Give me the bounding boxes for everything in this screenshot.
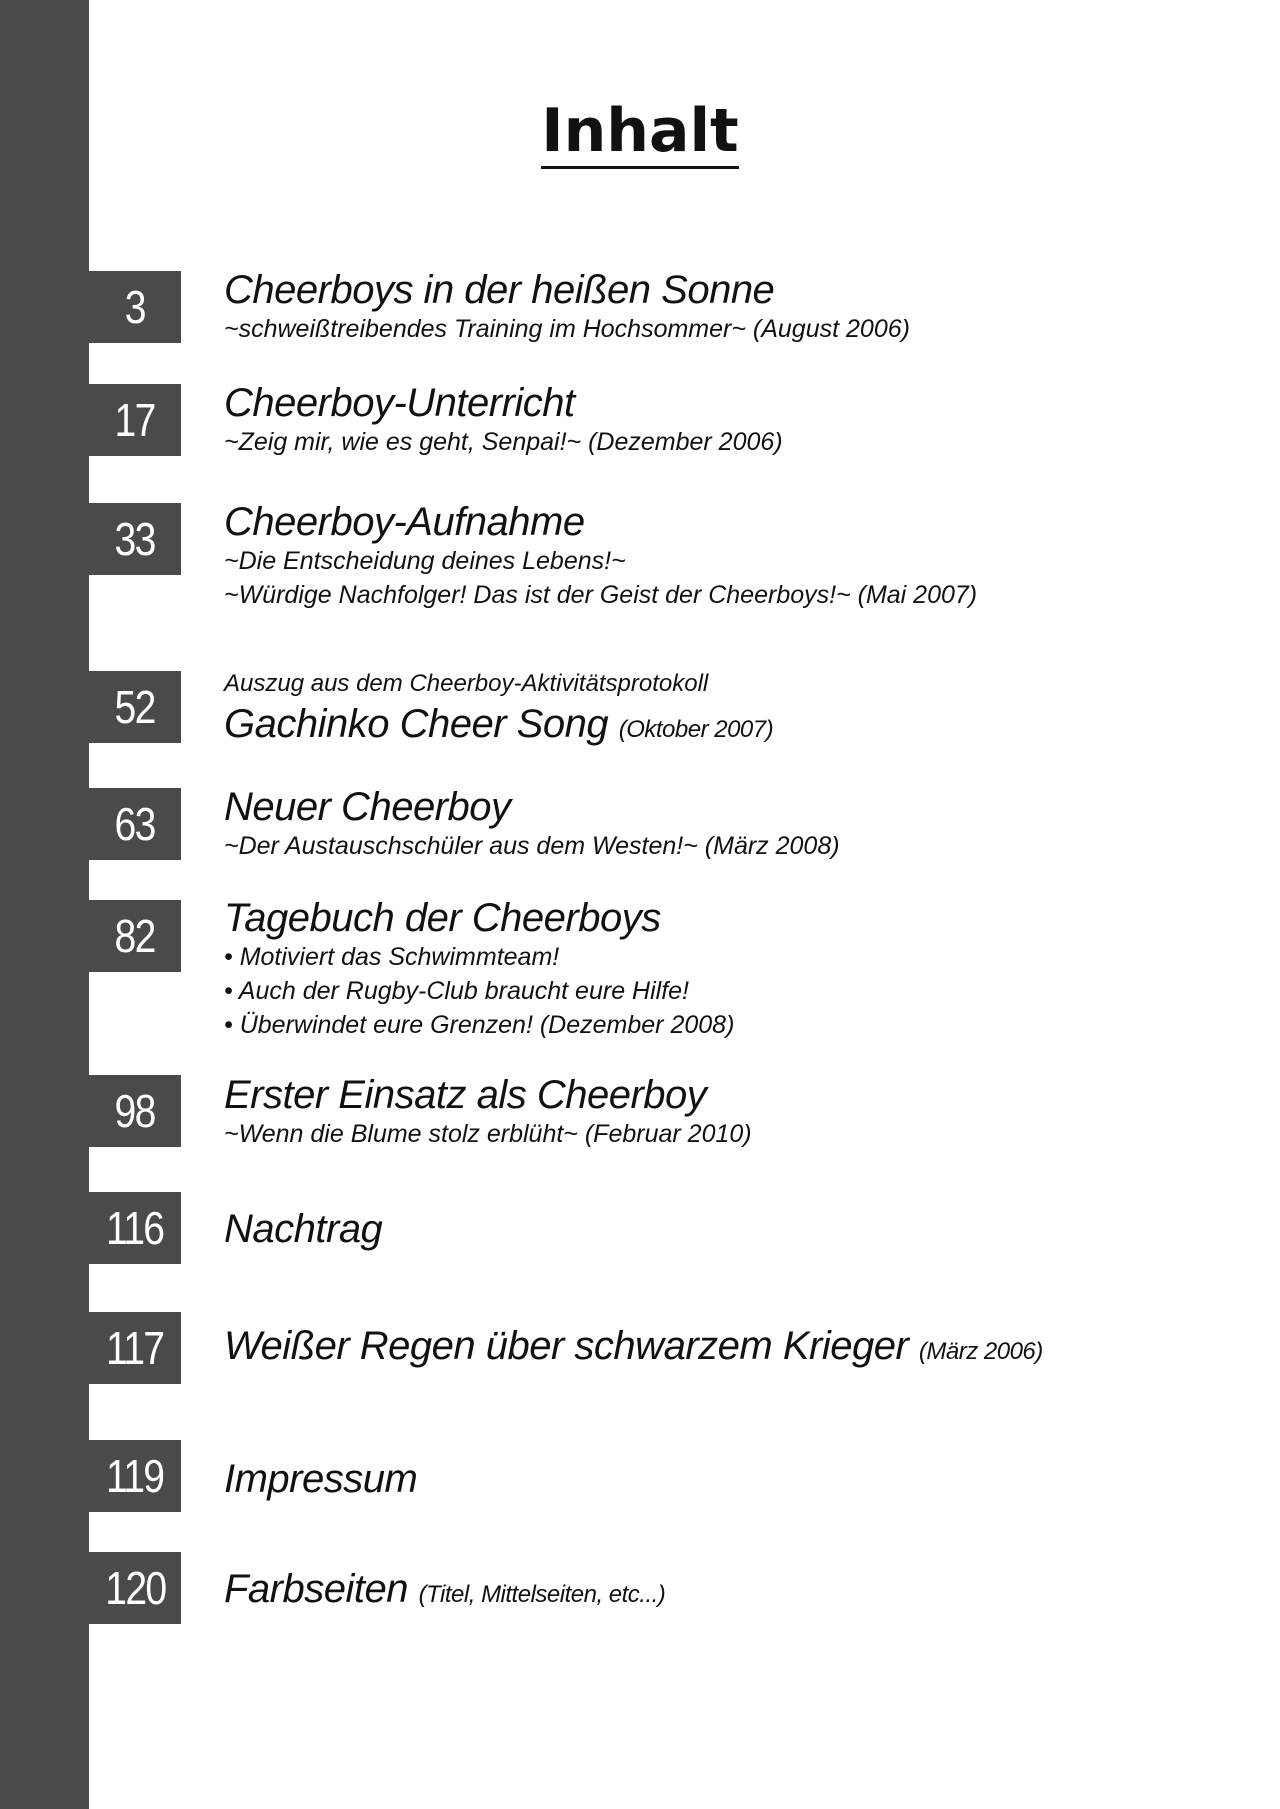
entry-subtitle: ~Würdige Nachfolger! Das ist der Geist der Cheerboys!~ (Mai 2007) bbox=[224, 581, 978, 609]
page-title bbox=[0, 96, 1280, 166]
entry-bullet: • Motiviert das Schwimmteam! bbox=[224, 943, 560, 971]
entry-title: Impressum bbox=[224, 1457, 418, 1501]
entry-subtitle: ~Wenn die Blume stolz erblüht~ (Februar 2010) bbox=[224, 1120, 752, 1148]
entry-title: Neuer Cheerboy bbox=[224, 785, 511, 829]
toc-entry[interactable] bbox=[224, 1457, 417, 1501]
entry-note: (Titel, Mittelseiten, etc...) bbox=[418, 1581, 666, 1608]
page-number-tab: 52 bbox=[89, 671, 181, 743]
toc-entry[interactable] bbox=[224, 1207, 382, 1251]
page-number-tab: 120 bbox=[89, 1552, 181, 1624]
entry-bullet: • Überwindet eure Grenzen! (Dezember 2008) bbox=[224, 1011, 735, 1039]
entry-date: (Oktober 2007) bbox=[618, 716, 774, 743]
toc-entry[interactable] bbox=[224, 670, 773, 752]
page-title-text: Inhalt bbox=[541, 96, 739, 169]
entry-title: Gachinko Cheer Song bbox=[224, 702, 609, 746]
entry-title: Weißer Regen über schwarzem Krieger bbox=[224, 1324, 909, 1368]
page-number-tab: 119 bbox=[89, 1440, 181, 1512]
entry-subtitle: ~Der Austauschschüler aus dem Westen!~ (März 2008) bbox=[224, 832, 840, 860]
page-number-tab: 3 bbox=[89, 271, 181, 343]
entry-subtitle: ~schweißtreibendes Training im Hochsommer~ (August 2006) bbox=[224, 315, 910, 343]
page-number-tab: 33 bbox=[89, 503, 181, 575]
entry-subtitle: ~Die Entscheidung deines Lebens!~ bbox=[224, 547, 626, 575]
toc-entry[interactable] bbox=[224, 1073, 752, 1151]
entry-bullet: • Auch der Rugby-Club braucht eure Hilfe! bbox=[224, 977, 690, 1005]
entry-subtitle: ~Zeig mir, wie es geht, Senpai!~ (Dezember 2006) bbox=[224, 428, 783, 456]
page-number-tab: 17 bbox=[89, 384, 181, 456]
sidebar-bar bbox=[0, 0, 89, 1809]
toc-entry[interactable] bbox=[224, 896, 734, 1042]
entry-title: Tagebuch der Cheerboys bbox=[224, 896, 661, 940]
toc-entry[interactable] bbox=[224, 1567, 665, 1617]
entry-pretitle: Auszug aus dem Cheerboy-Aktivitätsprotokoll bbox=[224, 670, 709, 697]
page-number-tab: 63 bbox=[89, 788, 181, 860]
page-number-tab: 116 bbox=[89, 1192, 181, 1264]
entry-title: Erster Einsatz als Cheerboy bbox=[224, 1073, 707, 1117]
entry-title: Cheerboy-Aufnahme bbox=[224, 500, 585, 544]
page-number-tab: 117 bbox=[89, 1312, 181, 1384]
toc-entry[interactable] bbox=[224, 1324, 1043, 1374]
toc-entry[interactable] bbox=[224, 785, 840, 863]
page-number-tab: 98 bbox=[89, 1075, 181, 1147]
toc-entry[interactable] bbox=[224, 268, 910, 346]
toc-entry[interactable] bbox=[224, 381, 783, 459]
entry-title: Nachtrag bbox=[224, 1207, 383, 1251]
toc-entry[interactable] bbox=[224, 500, 977, 612]
entry-date: (März 2006) bbox=[918, 1338, 1043, 1365]
page-number-tab: 82 bbox=[89, 900, 181, 972]
entry-title: Cheerboy-Unterricht bbox=[224, 381, 575, 425]
entry-title: Cheerboys in der heißen Sonne bbox=[224, 268, 775, 312]
entry-title: Farbseiten bbox=[224, 1567, 408, 1611]
